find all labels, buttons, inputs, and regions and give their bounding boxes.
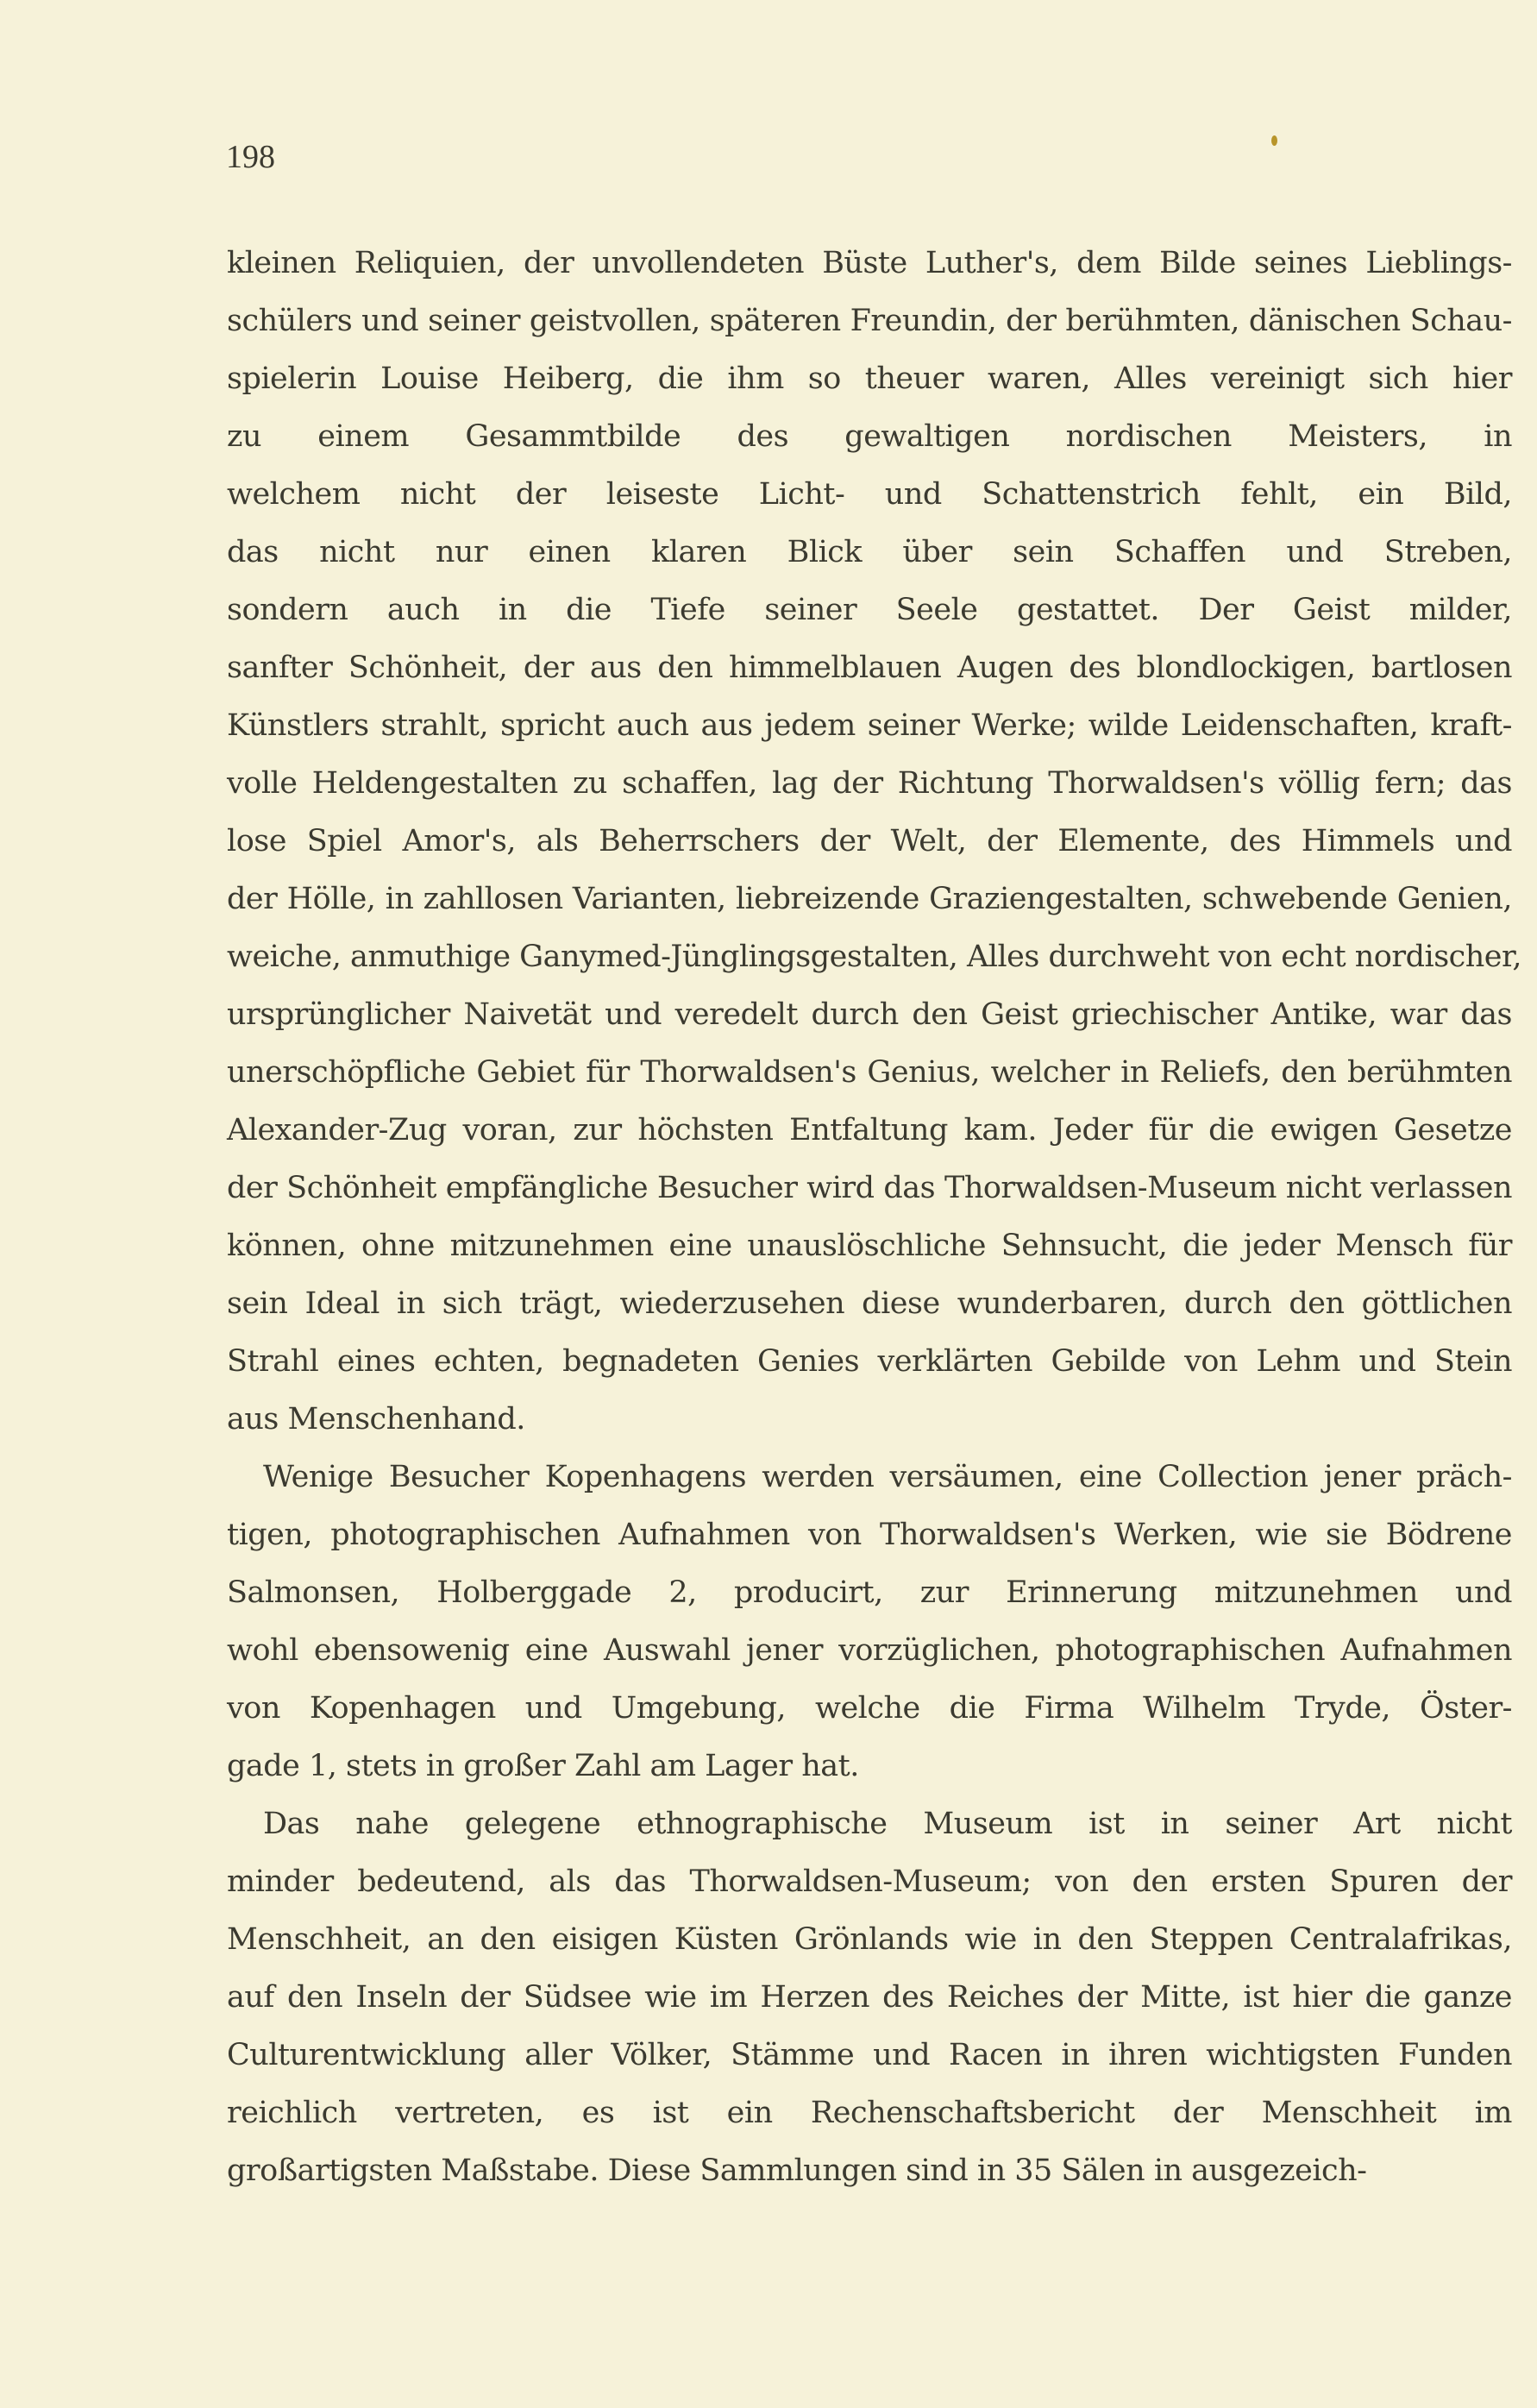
text-line: auf den Inseln der Südsee wie im Herzen des Reiches der Mitte, ist hier die ganze [227,1980,1512,2015]
text-line: von Kopenhagen und Umgebung, welche die Firma Wilhelm Tryde, Öster- [227,1691,1512,1726]
text-line: unerschöpfliche Gebiet für Thorwaldsen's Genius, welcher in Reliefs, den berühmten [227,1055,1512,1090]
text-line: Menschheit, an den eisigen Küsten Grönlands wie in den Steppen Centralafrikas, [227,1922,1512,1957]
text-line: gade 1, stets in großer Zahl am Lager hat. [227,1749,859,1783]
text-line: Das nahe gelegene ethnographische Museum ist in seiner Art nicht [263,1807,1512,1841]
text-line: Alexander-Zug voran, zur höchsten Entfaltung kam. Jeder für die ewigen Gesetze [227,1113,1512,1147]
text-line: großartigsten Maßstabe. Diese Sammlungen sind in 35 Sälen in ausgezeich- [227,2153,1367,2188]
text-line: aus Menschenhand. [227,1402,525,1437]
text-line: Salmonsen, Holberggade 2, producirt, zur Erinnerung mitzunehmen und [227,1575,1512,1610]
text-line: sondern auch in die Tiefe seiner Seele gestattet. Der Geist milder, [227,593,1512,627]
text-line: Künstlers strahlt, spricht auch aus jedem seiner Werke; wilde Leidenschaften, kraft- [227,708,1512,743]
text-line: weiche, anmuthige Ganymed-Jünglingsgestalten, Alles durchweht von echt nordischer, [227,940,1522,974]
text-line: zu einem Gesammtbilde des gewaltigen nordischen Meisters, in [227,419,1512,454]
text-line: kleinen Reliquien, der unvollendeten Büste Luther's, dem Bilde seines Lieblings- [227,246,1512,280]
text-line: der Schönheit empfängliche Besucher wird das Thorwaldsen-Museum nicht verlassen [227,1171,1512,1205]
text-line: das nicht nur einen klaren Blick über sein Schaffen und Streben, [227,535,1512,569]
text-line: tigen, photographischen Aufnahmen von Thorwaldsen's Werken, wie sie Bödrene [227,1518,1512,1552]
text-line: volle Heldengestalten zu schaffen, lag der Richtung Thorwaldsen's völlig fern; das [227,766,1512,801]
text-line: Culturentwicklung aller Völker, Stämme und Racen in ihren wichtigsten Funden [227,2038,1512,2072]
text-line: spielerin Louise Heiberg, die ihm so theuer waren, Alles vereinigt sich hier [227,362,1512,396]
text-line: können, ohne mitzunehmen eine unauslöschliche Sehnsucht, die jeder Mensch für [227,1229,1512,1263]
text-line: der Hölle, in zahllosen Varianten, liebreizende Graziengestalten, schwebende Genien, [227,882,1512,916]
page-number: 198 [226,139,275,175]
text-line: lose Spiel Amor's, als Beherrschers der Welt, der Elemente, des Himmels und [227,824,1512,858]
text-line: reichlich vertreten, es ist ein Rechenschaftsbericht der Menschheit im [227,2096,1512,2130]
text-line: ursprünglicher Naivetät und veredelt durch den Geist griechischer Antike, war das [227,997,1512,1032]
text-line: Strahl eines echten, begnadeten Genies verklärten Gebilde von Lehm und Stein [227,1344,1512,1379]
body-text [227,235,1522,2200]
text-line: schülers und seiner geistvollen, späteren Freundin, der berühmten, dänischen Schau- [227,304,1512,338]
text-line: sein Ideal in sich trägt, wiederzusehen diese wunderbaren, durch den göttlichen [227,1286,1512,1321]
ink-speck [1271,135,1277,146]
text-line: welchem nicht der leiseste Licht- und Schattenstrich fehlt, ein Bild, [227,477,1512,512]
text-line: sanfter Schönheit, der aus den himmelblauen Augen des blondlockigen, bartlosen [227,651,1512,685]
text-line: wohl ebensowenig eine Auswahl jener vorzüglichen, photographischen Aufnahmen [227,1633,1512,1668]
text-line: minder bedeutend, als das Thorwaldsen-Museum; von den ersten Spuren der [227,1864,1512,1899]
text-line: Wenige Besucher Kopenhagens werden versäumen, eine Collection jener präch- [263,1460,1512,1494]
